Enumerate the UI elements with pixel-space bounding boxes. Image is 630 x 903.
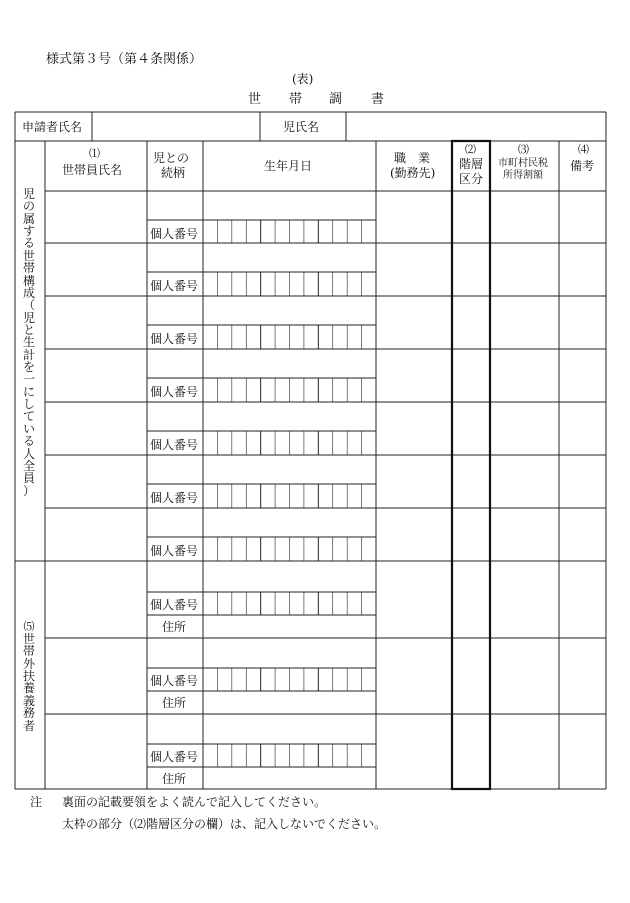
id-number-label: 個人番号: [150, 674, 199, 688]
col-remarks-header: 備考: [570, 159, 595, 173]
class-column-thick-frame: [452, 141, 490, 789]
address-label: 住所: [162, 772, 187, 786]
title-char-4: 書: [371, 92, 385, 107]
outside-section-label: 世 帯 外 扶 養 義 務 者: [22, 632, 35, 733]
title-char-1: 世: [248, 92, 262, 107]
col-tax-header-1: 市町村民税: [498, 158, 548, 169]
col-class-header-2: 区分: [459, 172, 484, 186]
id-number-label: 個人番号: [150, 227, 199, 241]
col-relation-header-2: 続柄: [161, 166, 186, 180]
id-number-label: 個人番号: [150, 544, 199, 558]
note-line-1: 裏面の記載要領をよく読んで記入してください。: [62, 795, 327, 809]
col-remarks-number: ⑷: [578, 143, 589, 156]
note-prefix: 注: [30, 795, 43, 809]
col-job-header-2: (勤務先): [390, 166, 436, 180]
id-number-label: 個人番号: [150, 385, 199, 399]
col-job-header-1: 職 業: [394, 151, 431, 165]
col-relation-header-1: 児との: [153, 151, 190, 165]
col-class-header-1: 階層: [459, 157, 484, 171]
applicant-name-field[interactable]: [92, 112, 260, 140]
title-char-2: 帯: [289, 92, 303, 107]
child-name-field[interactable]: [346, 112, 606, 140]
col-name-header: 世帯員氏名: [62, 163, 123, 177]
form-number: 様式第３号（第４条関係）: [46, 52, 203, 67]
side-label: (表): [292, 72, 314, 86]
child-name-label: 児氏名: [283, 120, 320, 134]
id-number-label: 個人番号: [150, 598, 199, 612]
address-label: 住所: [162, 620, 187, 634]
household-section-label: 児 の 属 す る 世 帯 構 成 （ 児 と 生 計 を 一 に し て い る 人 全 員 ）: [22, 187, 35, 498]
title-char-3: 調: [329, 92, 343, 107]
col-tax-number: ⑶: [518, 143, 529, 156]
id-number-label: 個人番号: [150, 491, 199, 505]
col-name-number: ⑴: [89, 147, 100, 160]
col-tax-header-2: 所得割額: [503, 170, 543, 181]
id-number-label: 個人番号: [150, 750, 199, 764]
id-number-label: 個人番号: [150, 279, 199, 293]
outside-section-number: ⑸: [23, 620, 35, 633]
col-class-number: ⑵: [465, 143, 476, 156]
col-birthdate-header: 生年月日: [264, 159, 313, 173]
applicant-name-label: 申請者氏名: [22, 120, 83, 134]
id-number-label: 個人番号: [150, 438, 199, 452]
address-label: 住所: [162, 696, 187, 710]
note-line-2: 太枠の部分（⑵階層区分の欄）は、記入しないでください。: [62, 817, 387, 831]
id-number-label: 個人番号: [150, 332, 199, 346]
